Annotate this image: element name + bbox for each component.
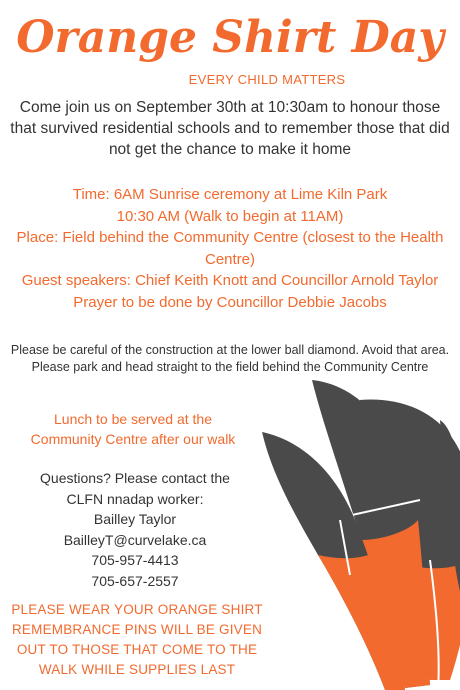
place-line: Place: Field behind the Community Centre (closest to the Health Centre): [16, 229, 444, 268]
contact-line: CLFN nnadap worker:: [66, 490, 204, 507]
orange-shirt-notice: [6, 600, 268, 680]
walk-time-line: 10:30 AM (Walk to begin at 11AM): [116, 207, 344, 225]
contact-phone: 705-657-2557: [91, 572, 179, 589]
page-subtitle: EVERY CHILD MATTERS: [188, 72, 346, 87]
notice-line: PLEASE WEAR YOUR ORANGE SHIRT: [11, 602, 263, 617]
prayer-line: Prayer to be done by Councillor Debbie Jacobs: [73, 293, 387, 311]
speakers-line: Guest speakers: Chief Keith Knott and Councillor Arnold Taylor: [21, 272, 439, 289]
contact-email: BailleyT@curvelake.ca: [63, 531, 207, 548]
construction-note: Please be careful of the construction at the lower ball diamond. Avoid that area. Please park and head straight to the field behind the Community Centre: [10, 343, 450, 374]
notice-line: REMEMBRANCE PINS WILL BE GIVEN: [11, 622, 263, 637]
intro-text: Come join us on September 30th at 10:30am to honour those that survived residential schools and to remember those that did not get the chance to make it home: [10, 99, 450, 158]
contact-name: Bailley Taylor: [93, 511, 177, 527]
contact-line: Questions? Please contact the: [40, 470, 230, 486]
lunch-text: Lunch to be served at the Community Centre after our walk: [30, 411, 236, 447]
time-line: Time: 6AM Sunrise ceremony at Lime Kiln Park: [72, 186, 388, 203]
notice-line: OUT TO THOSE THAT COME TO THE: [16, 642, 258, 657]
page-title: Orange Shirt Day: [16, 12, 444, 63]
notice-line: WALK WHILE SUPPLIES LAST: [38, 662, 236, 677]
contact-phone: 705-957-4413: [91, 552, 179, 568]
event-details: [8, 184, 452, 313]
contact-block: [10, 468, 260, 591]
